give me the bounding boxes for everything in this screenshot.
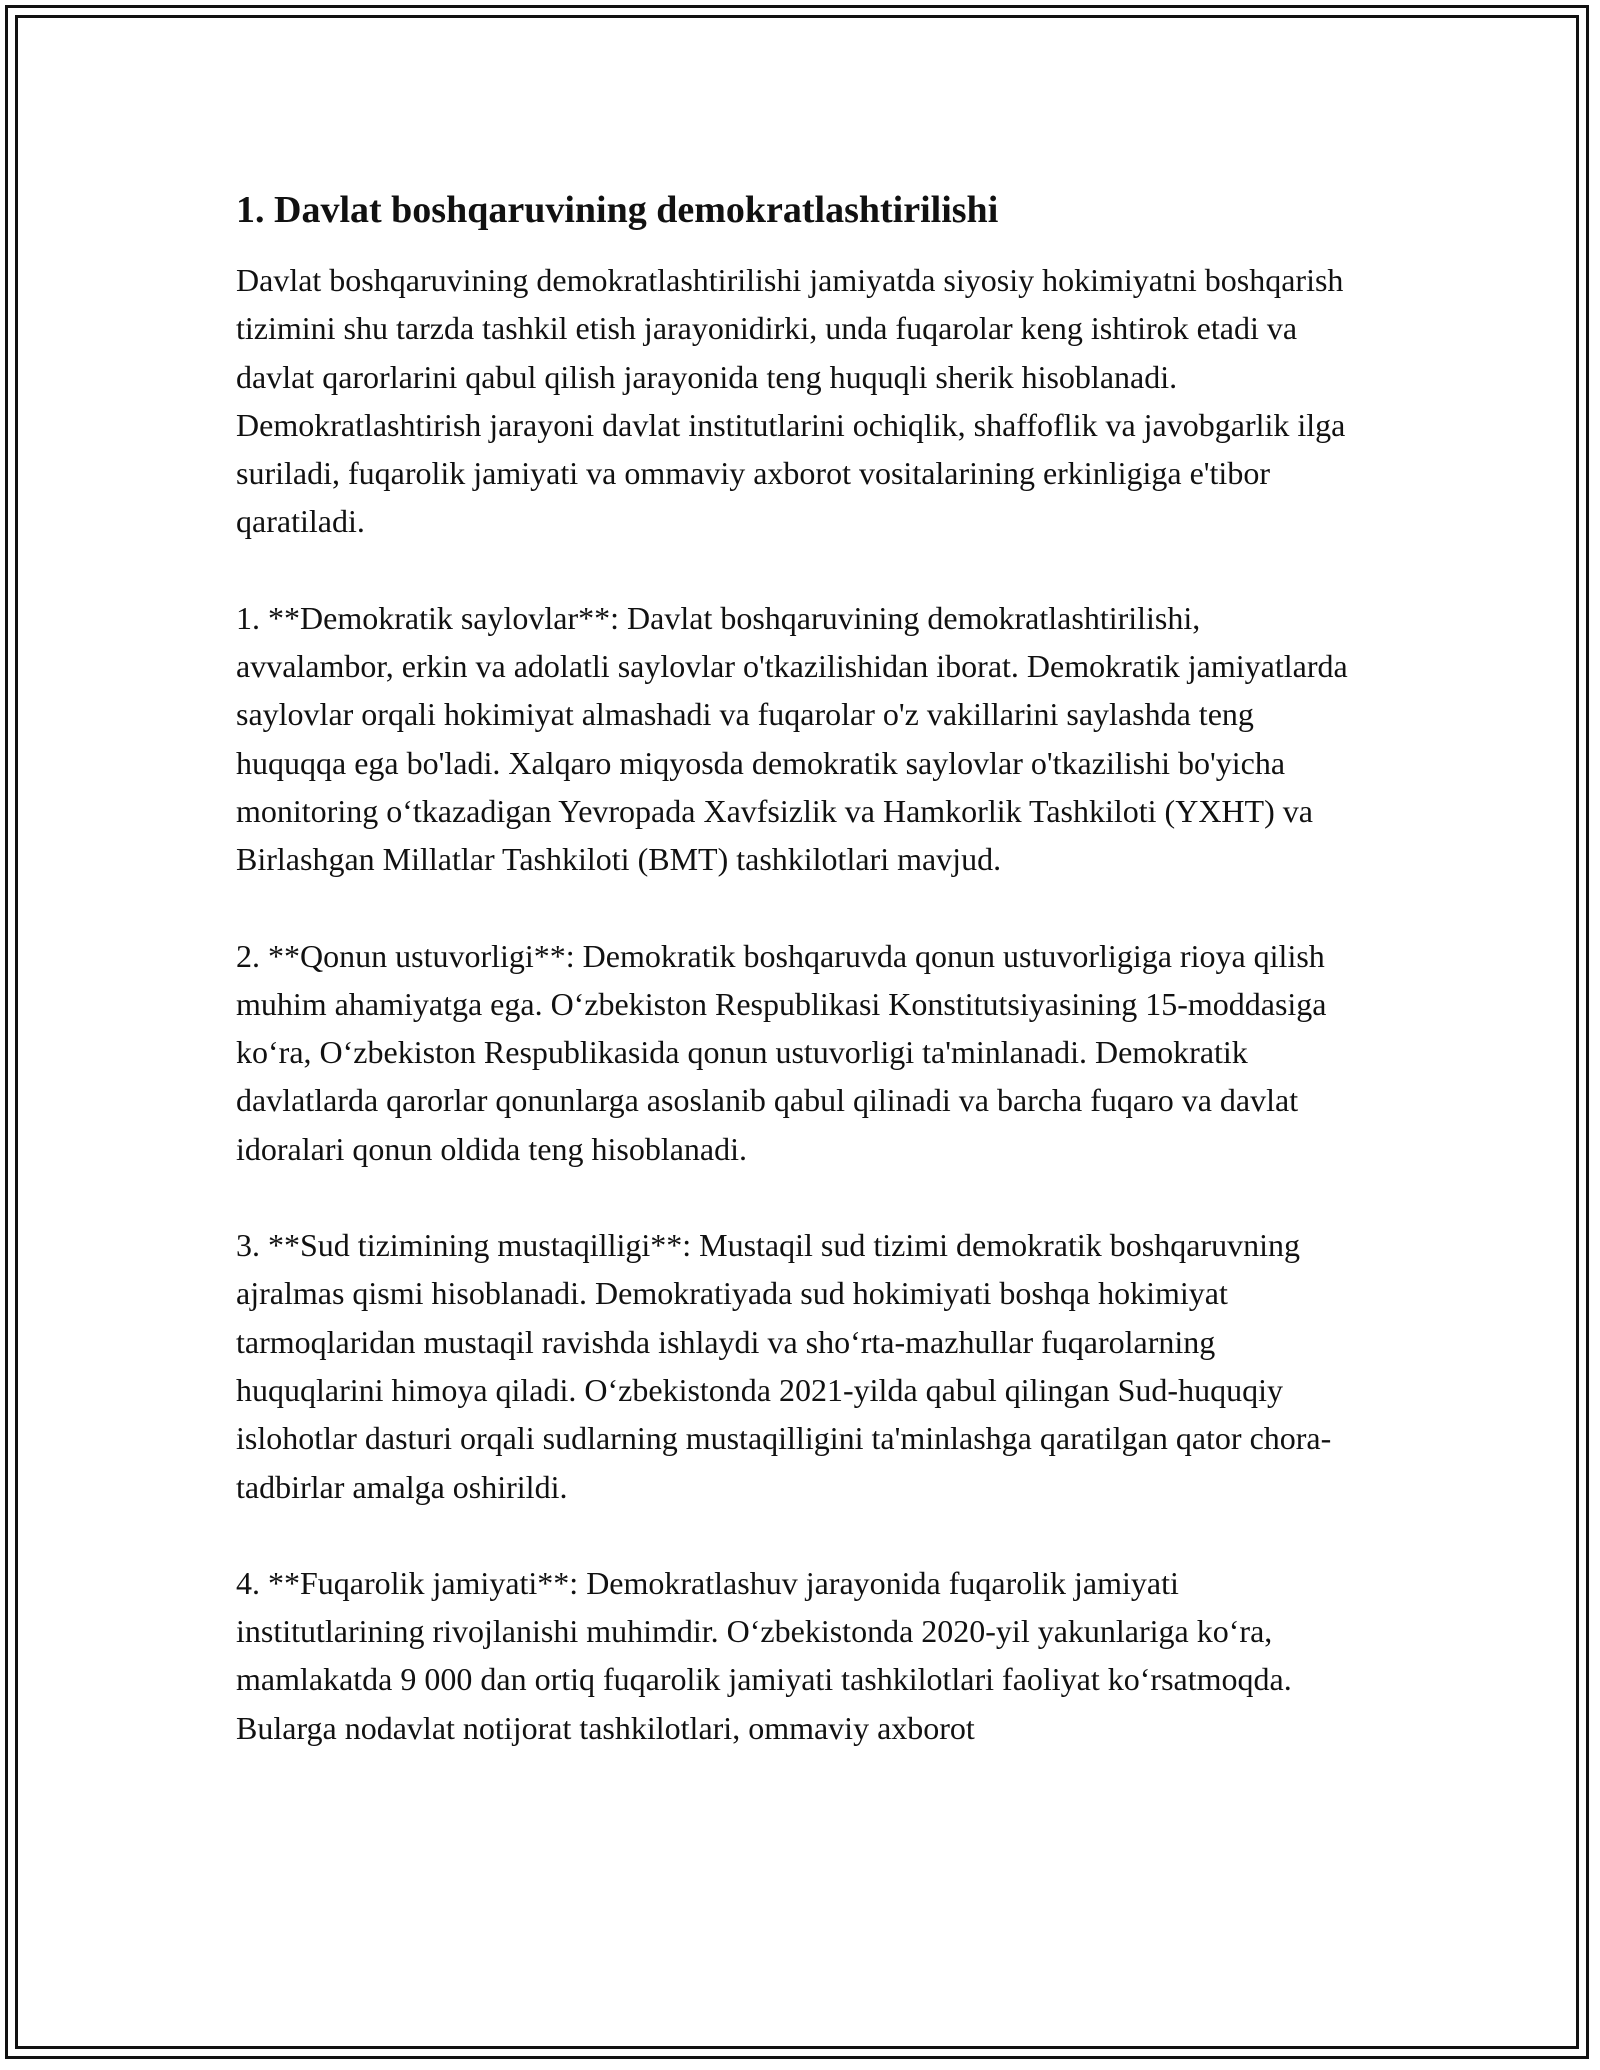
list-item-sud-mustaqilligi: 3. **Sud tizimining mustaqilligi**: Mustaqil sud tizimi demokratik boshqaruvning ajralmas qismi hisoblanadi. Demokratiyada sud hokimiyati boshqa hokimiyat tarmoqlaridan mustaqil ravishda ishlaydi va sho‘rta-mazhullar fuqarolarning huquqlarini himoya qiladi. O‘zbekistonda 2021-yilda qabul qilingan Sud-huquqiy islohotlar dasturi orqali sudlarning mustaqilligini ta'minlashga qaratilgan qator chora-tadbirlar amalga oshirildi. bbox=[236, 1227, 1332, 1505]
document-title: 1. Davlat boshqaruvining demokratlashtirilishi bbox=[236, 189, 999, 231]
document-body bbox=[236, 186, 1362, 1752]
list-item-demokratik-saylovlar: 1. **Demokratik saylovlar**: Davlat boshqaruvining demokratlashtirilishi, avvalambor, erkin va adolatli saylovlar o'tkazilishidan iborat. Demokratik jamiyatlarda saylovlar orqali hokimiyat almashadi va fuqarolar o'z vakillarini saylashda teng huquqqa ega bo'ladi. Xalqaro miqyosda demokratik saylovlar o'tkazilishi bo'yicha monitoring o‘tkazadigan Yevropada Xavfsizlik va Hamkorlik Tashkiloti (YXHT) va Birlashgan Millatlar Tashkiloti (BMT) tashkilotlari mavjud. bbox=[236, 599, 1348, 878]
intro-paragraph: Davlat boshqaruvining demokratlashtirilishi jamiyatda siyosiy hokimiyatni boshqarish tizimini shu tarzda tashkil etish jarayonidirki, unda fuqarolar keng ishtirok etadi va davlat qarorlarini qabul qilish jarayonida teng huquqli sherik hisoblanadi. Demokratlashtirish jarayoni davlat institutlarini ochiqlik, shaffoflik va javobgarlik ilga suriladi, fuqarolik jamiyati va ommaviy axborot vositalarining erkinligiga e'tibor qaratiladi. bbox=[236, 262, 1346, 540]
list-item-fuqarolik-jamiyati: 4. **Fuqarolik jamiyati**: Demokratlashuv jarayonida fuqarolik jamiyati institutlarining rivojlanishi muhimdir. O‘zbekistonda 2020-yil yakunlariga ko‘ra, mamlakatda 9 000 dan ortiq fuqarolik jamiyati tashkilotlari faoliyat ko‘rsatmoqda. Bularga nodavlat notijorat tashkilotlari, ommaviy axborot bbox=[236, 1564, 1292, 1746]
list-item-qonun-ustuvorligi: 2. **Qonun ustuvorligi**: Demokratik boshqaruvda qonun ustuvorligiga rioya qilish muhim ahamiyatga ega. O‘zbekiston Respublikasi Konstitutsiyasining 15-moddasiga ko‘ra, O‘zbekiston Respublikasida qonun ustuvorligi ta'minlanadi. Demokratik davlatlarda qarorlar qonunlarga asoslanib qabul qilinadi va barcha fuqaro va davlat idoralari qonun oldida teng hisoblanadi. bbox=[236, 937, 1327, 1167]
